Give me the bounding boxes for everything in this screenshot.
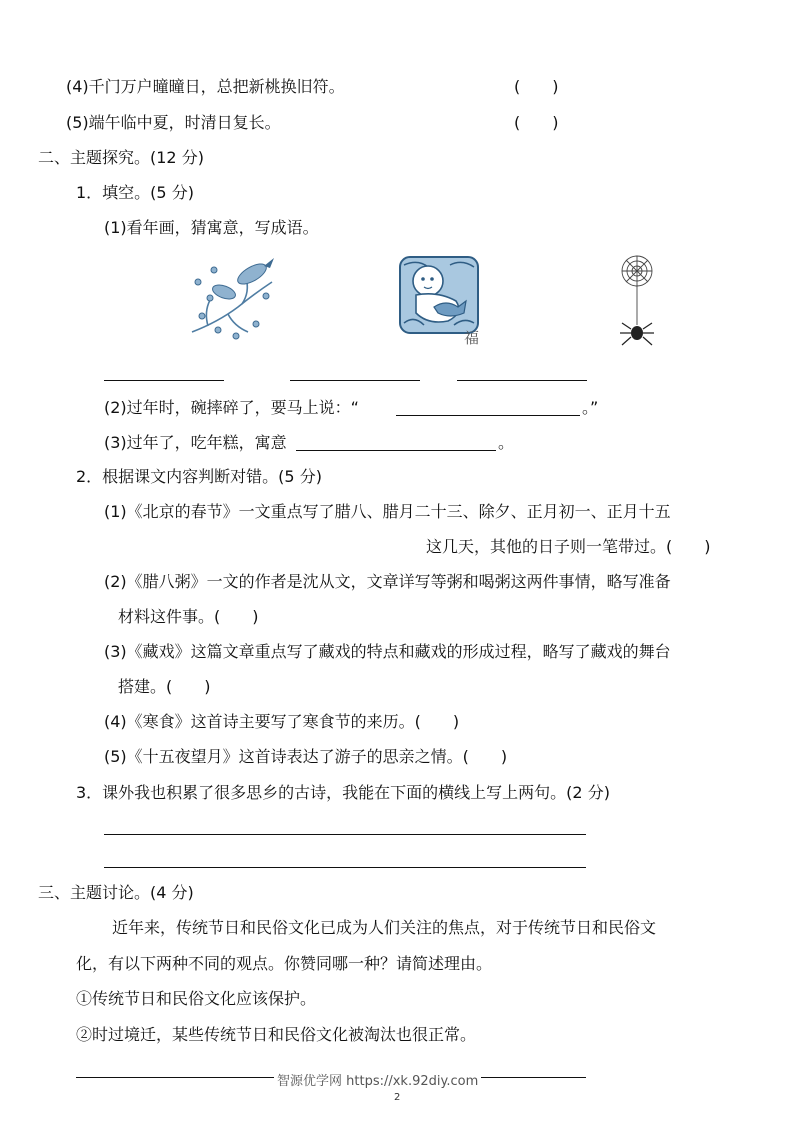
question-4-text: (4)千门万户曈曈日，总把新桃换旧符。 [66, 77, 345, 96]
answer-paren-5[interactable]: ( ) [514, 113, 559, 132]
bird-plum-picture [188, 252, 278, 348]
spider-web-picture [614, 253, 660, 349]
section-3-paragraph-line2: 化，有以下两种不同的观点。你赞同哪一种？请简述理由。 [76, 954, 493, 973]
page-number: 2 [394, 1092, 401, 1103]
section-3-paragraph-line1: 近年来，传统节日和民俗文化已成为人们关注的焦点，对于传统节日和民俗文 [112, 918, 657, 937]
q3-title: 3．课外我也积累了很多思乡的古诗，我能在下面的横线上写上两句。(2 分) [76, 783, 610, 802]
question-5-text: (5)端午临中夏，时清日复长。 [66, 113, 281, 132]
watermark-text: 智源优学网 https://xk.92diy.com [274, 1070, 481, 1089]
viewpoint-2: ②时过境迁，某些传统节日和民俗文化被淘汰也很正常。 [76, 1025, 477, 1044]
q2-item3-line2: 搭建。( ) [118, 677, 211, 696]
answer-paren-4[interactable]: ( ) [514, 77, 559, 96]
q1-sub1-text: (1)看年画，猜寓意，写成语。 [104, 218, 319, 237]
q1-sub2-end: 。” [582, 398, 599, 417]
q1-sub3-blank[interactable] [296, 450, 496, 451]
boy-fish-fu-picture [398, 255, 480, 345]
q2-title: 2．根据课文内容判断对错。(5 分) [76, 467, 322, 486]
q1-sub3-text: (3)过年了，吃年糕，寓意 [104, 433, 287, 452]
q1-sub2-text: (2)过年时，碗摔碎了，要马上说：“ [104, 398, 359, 417]
q2-item4: (4)《寒食》这首诗主要写了寒食节的来历。( ) [104, 712, 460, 731]
viewpoint-1: ①传统节日和民俗文化应该保护。 [76, 989, 317, 1008]
q3-answer-line-1[interactable] [104, 834, 586, 835]
idiom-blank-2[interactable] [290, 380, 420, 381]
q2-item5: (5)《十五夜望月》这首诗表达了游子的思亲之情。( ) [104, 747, 508, 766]
q2-item2-line2: 材料这件事。( ) [118, 607, 259, 626]
svg-text:福: 福 [464, 329, 480, 345]
section-3-heading: 三、主题讨论。(4 分) [38, 883, 194, 902]
q2-item3-line1: (3)《藏戏》这篇文章重点写了藏戏的特点和藏戏的形成过程，略写了藏戏的舞台 [104, 642, 671, 661]
q1-sub2-blank[interactable] [396, 415, 580, 416]
q2-item1-line2: 这几天，其他的日子则一笔带过。( ) [426, 537, 711, 556]
q1-title: 1．填空。(5 分) [76, 183, 194, 202]
section-2-heading: 二、主题探究。(12 分) [38, 148, 204, 167]
q2-item2-line1: (2)《腊八粥》一文的作者是沈从文，文章详写等粥和喝粥这两件事情，略写准备 [104, 572, 671, 591]
q3-answer-line-2[interactable] [104, 867, 586, 868]
idiom-blank-3[interactable] [457, 380, 587, 381]
q2-item1-line1: (1)《北京的春节》一文重点写了腊八、腊月二十三、除夕、正月初一、正月十五 [104, 502, 671, 521]
idiom-blank-1[interactable] [104, 380, 224, 381]
q1-sub3-end: 。 [498, 433, 515, 452]
